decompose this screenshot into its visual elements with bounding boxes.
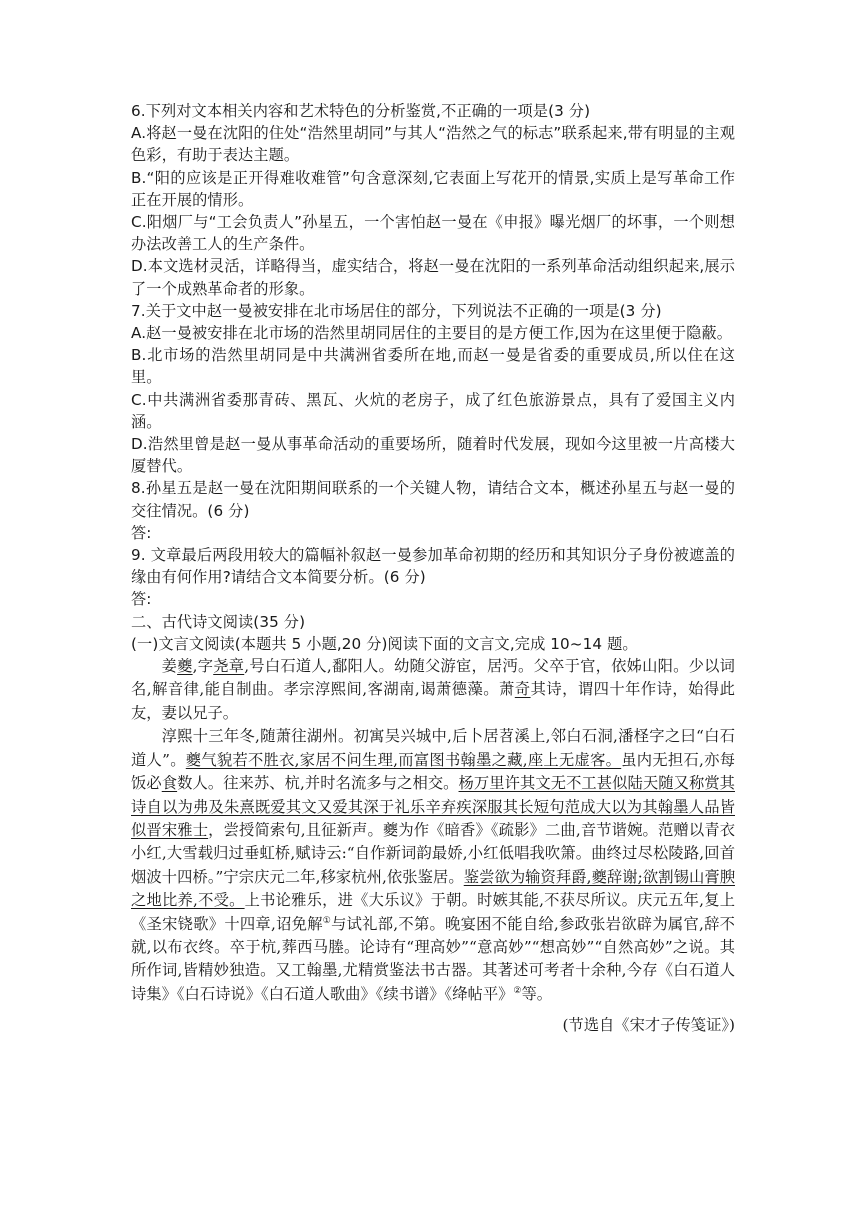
underlined-sentence: 夔气貌若不胜衣,家居不问生理,而富图书翰墨之藏,座上无虚客。: [185, 750, 622, 769]
underlined-word: 夔: [177, 657, 193, 676]
footnote-marker: ①: [322, 915, 332, 926]
passage-text: ,字: [192, 657, 214, 676]
question-9-answer-label: 答:: [131, 590, 152, 609]
section-subtitle: (一)文言文阅读(本题共 5 小题,20 分)阅读下面的文言文,完成 10~14 题。: [131, 634, 638, 653]
passage-source: (节选自《宋才子传笺证》): [562, 1016, 735, 1035]
underlined-word: 食: [161, 774, 178, 793]
question-6-option-d: D.本文选材灵活，详略得当，虚实结合，将赵一曼在沈阳的一系列革命活动组织起来,展示了一个成熟革命者的形象。: [131, 257, 735, 298]
question-6-option-a: A.将赵一曼在沈阳的住处“浩然里胡同”与其人“浩然之气的标志”联系起来,带有明显的主观色彩，有助于表达主题。: [131, 124, 735, 165]
underlined-sentence: 鉴尝欲为输资拜爵,夔辞谢;欲割锡山膏腴之地比养,不受。: [131, 867, 735, 910]
question-8-answer-label: 答:: [131, 523, 152, 542]
passage-paragraph-2: [131, 725, 735, 1006]
passage-text: 上书论雅乐，进《大乐议》于朝。时嫉其能,不获尽所议。庆元五年,复上《圣宋铙歌》十四章,诏免解: [131, 891, 735, 933]
passage-text: 等。: [521, 984, 553, 1003]
passage-text: 数人。往来苏、杭,并时名流多与之相交。: [177, 774, 459, 793]
question-7-option-d: D.浩然里曾是赵一曼从事革命活动的重要场所，随着时代发展，现如今这里被一片高楼大厦替代。: [131, 435, 735, 476]
passage-text: 淳熙十三年冬,随萧往湖州。初寓吴兴城中,后卜居苕溪上,邻白石洞,潘柽字之曰“白石道人”。: [131, 727, 735, 769]
question-7-option-a: A.赵一曼被安排在北市场的浩然里胡同居住的主要目的是方便工作,因为在这里便于隐蔽。: [131, 324, 733, 343]
question-7-option-b: B.北市场的浩然里胡同是中共满洲省委所在地,而赵一曼是省委的重要成员,所以住在这里。: [131, 346, 735, 387]
passage-text: 虽内无担石,亦每饭必: [131, 750, 735, 793]
passage-text: 其诗，谓四十年作诗，始得此友，妻以兄子。: [131, 680, 735, 722]
underlined-word: 奇: [514, 680, 531, 699]
passage-text: ，尝授简索句,且征新声。夔为作《暗香》《疏影》二曲,音节谐婉。范赠以青衣小红,大雪载归过垂虹桥,赋诗云:“自作新词韵最娇,小红低唱我吹箫。曲终过尽松陵路,回首烟波十四桥。”宁宗庆元二年,移家杭州,依张鉴居。: [131, 820, 735, 886]
footnote-marker: ②: [513, 985, 522, 996]
passage-text: 姜: [161, 657, 178, 676]
question-9-stem: 9. 文章最后两段用较大的篇幅补叙赵一曼参加革命初期的经历和其知识分子身份被遮盖的缘由有何作用?请结合文本简要分析。(6 分): [131, 546, 735, 587]
section-title: 二、古代诗文阅读(35 分): [131, 612, 306, 631]
passage-text: 与试礼部,不第。晚宴困不能自给,参政张岩欲辟为属官,辞不就,以布衣终。卒于杭,葬西马塍。论诗有“理高妙”“意高妙”“想高妙”“自然高妙”之说。其所作词,皆精妙独造。又工翰墨,尤精赏鉴法书古器。其著述可考者十余种,今存《白石道人诗集》《白石诗说》《白石道人歌曲》《续书谱》《绛帖平》: [131, 914, 735, 1003]
passage-text: ,号白石道人,鄱阳人。幼随父游宦，居沔。父卒于官，依姊山阳。少以词名,解音律,能自制曲。孝宗淳熙间,客湖南,谒萧德藻。: [131, 657, 735, 699]
exam-page: [131, 100, 735, 1038]
passage-text: 萧: [499, 680, 515, 699]
passage-paragraph-1: [131, 655, 735, 725]
underlined-punctuation-passage: 杨万里许其文无不工甚似陆天随又称赏其诗自以为弗及朱熹既爱其文又爱其深于礼乐辛弃疾深服其长短句范成大以为其翰墨人品皆似晋宋雅士: [131, 774, 735, 839]
question-7-option-c: C.中共满洲省委那青砖、黑瓦、火炕的老房子，成了红色旅游景点，具有了爱国主义内涵。: [131, 390, 735, 431]
question-6-option-b: B.“阳的应该是正开得难收难管”句含意深刻,它表面上写花开的情景,实质上是写革命工作正在开展的情形。: [131, 168, 735, 209]
question-6-option-c: C.阳烟厂与“工会负责人”孙星五，一个害怕赵一曼在《申报》曝光烟厂的坏事，一个则想办法改善工人的生产条件。: [131, 213, 735, 254]
question-6-stem: 6.下列对文本相关内容和艺术特色的分析鉴赏,不正确的一项是(3 分): [131, 102, 591, 120]
underlined-word: 尧章: [213, 657, 245, 676]
question-7-stem: 7.关于文中赵一曼被安排在北市场居住的部分，下列说法不正确的一项是(3 分): [131, 301, 662, 320]
question-8-stem: 8.孙星五是赵一曼在沈阳期间联系的一个关键人物，请结合文本，概述孙星五与赵一曼的交往情况。(6 分): [131, 479, 735, 520]
